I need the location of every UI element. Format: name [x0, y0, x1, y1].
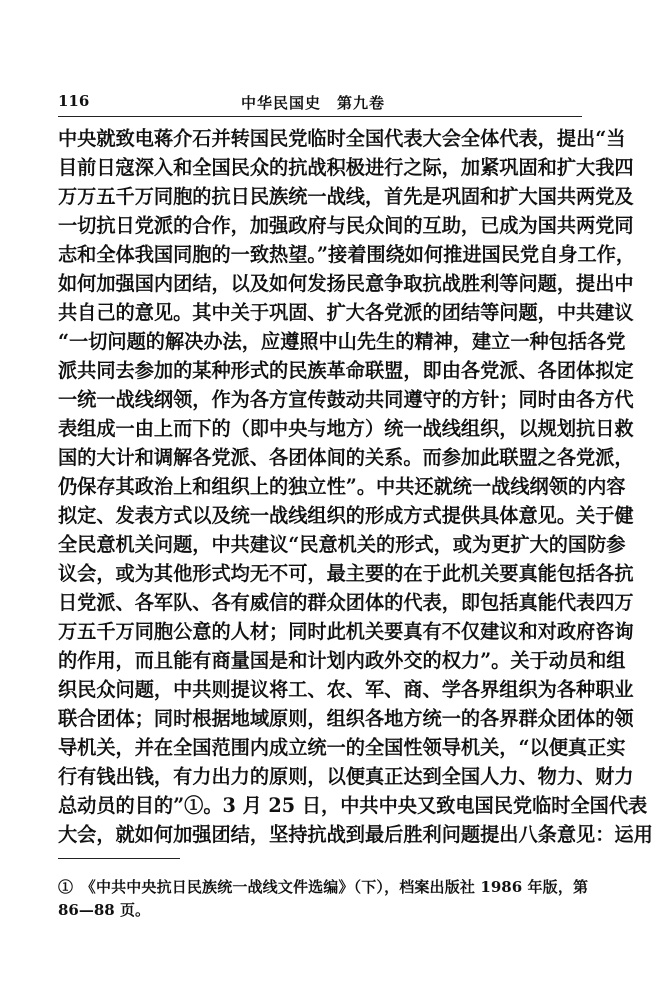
footnote-line: ① 《中共中央抗日民族统一战线文件选编》（下），档案出版社 1986 年版，第 — [58, 878, 588, 896]
text-line: 仍保存其政治上和组织上的独立性”。中共还就统一战线纲领的内容 — [58, 475, 626, 498]
text-line: “一切问题的解决办法，应遵照中山先生的精神，建立一种包括各党 — [58, 330, 626, 353]
text-line: 导机关，并在全国范围内成立统一的全国性领导机关，“以便真正实 — [58, 736, 626, 759]
text-line: 日党派、各军队、各有威信的群众团体的代表，即包括真能代表四万 — [58, 591, 634, 614]
text-line: 国的大计和调解各党派、各团体间的关系。而参加此联盟之各党派， — [58, 446, 634, 469]
text-line: 大会，就如何加强团结，坚持抗战到最后胜利问题提出八条意见：运用 — [58, 823, 653, 846]
page-number: 116 — [58, 92, 90, 110]
text-line: 的作用，而且能有商量国是和计划内政外交的权力”。关于动员和组 — [58, 649, 626, 672]
text-line: 一统一战线纲领，作为各方宣传鼓动共同遵守的方针；同时由各方代 — [58, 388, 634, 411]
footnote-rule — [58, 858, 180, 859]
text-line: 全民意机关问题，中共建议“民意机关的形式，或为更扩大的国防参 — [58, 533, 626, 556]
body-text — [58, 124, 653, 849]
text-line: 目前日寇深入和全国民众的抗战积极进行之际，加紧巩固和扩大我四 — [58, 156, 634, 179]
text-line: 志和全体我国同胞的一致热望。”接着围绕如何推进国民党自身工作， — [58, 243, 636, 266]
text-line: 议会，或为其他形式均无不可，最主要的在于此机关要真能包括各抗 — [58, 562, 634, 585]
text-line: 联合团体；同时根据地域原则，组织各地方统一的各界群众团体的领 — [58, 707, 634, 730]
text-line: 表组成一由上而下的（即中央与地方）统一战线组织，以规划抗日救 — [58, 417, 634, 440]
text-line: 中央就致电蒋介石并转国民党临时全国代表大会全体代表，提出“当 — [58, 127, 626, 150]
text-line: 一切抗日党派的合作，加强政府与民众间的互助，已成为国共两党同 — [58, 214, 634, 237]
text-line: 拟定、发表方式以及统一战线组织的形成方式提供具体意见。关于健 — [58, 504, 634, 527]
page-header — [58, 92, 568, 114]
text-line: 如何加强国内团结，以及如何发扬民意争取抗战胜利等问题，提出中 — [58, 272, 634, 295]
text-line: 行有钱出钱，有力出力的原则，以便真正达到全国人力、物力、财力 — [58, 765, 634, 788]
running-title: 中华民国史 第九卷 — [240, 94, 385, 112]
text-line: 共自己的意见。其中关于巩固、扩大各党派的团结等问题，中共建议 — [58, 301, 634, 324]
text-line: 万万五千万同胞的抗日民族统一战线，首先是巩固和扩大国共两党及 — [58, 185, 634, 208]
text-line: 织民众问题，中共则提议将工、农、军、商、学各界组织为各种职业 — [58, 678, 634, 701]
footnote-line: 86—88 页。 — [58, 901, 150, 919]
header-rule — [58, 116, 582, 117]
text-line: 派共同去参加的某种形式的民族革命联盟，即由各党派、各团体拟定 — [58, 359, 634, 382]
text-line: 总动员的目的”①。3 月 25 日，中共中央又致电国民党临时全国代表 — [58, 794, 648, 817]
footnote — [58, 876, 588, 922]
text-line: 万五千万同胞公意的人材；同时此机关要真有不仅建议和对政府咨询 — [58, 620, 634, 643]
